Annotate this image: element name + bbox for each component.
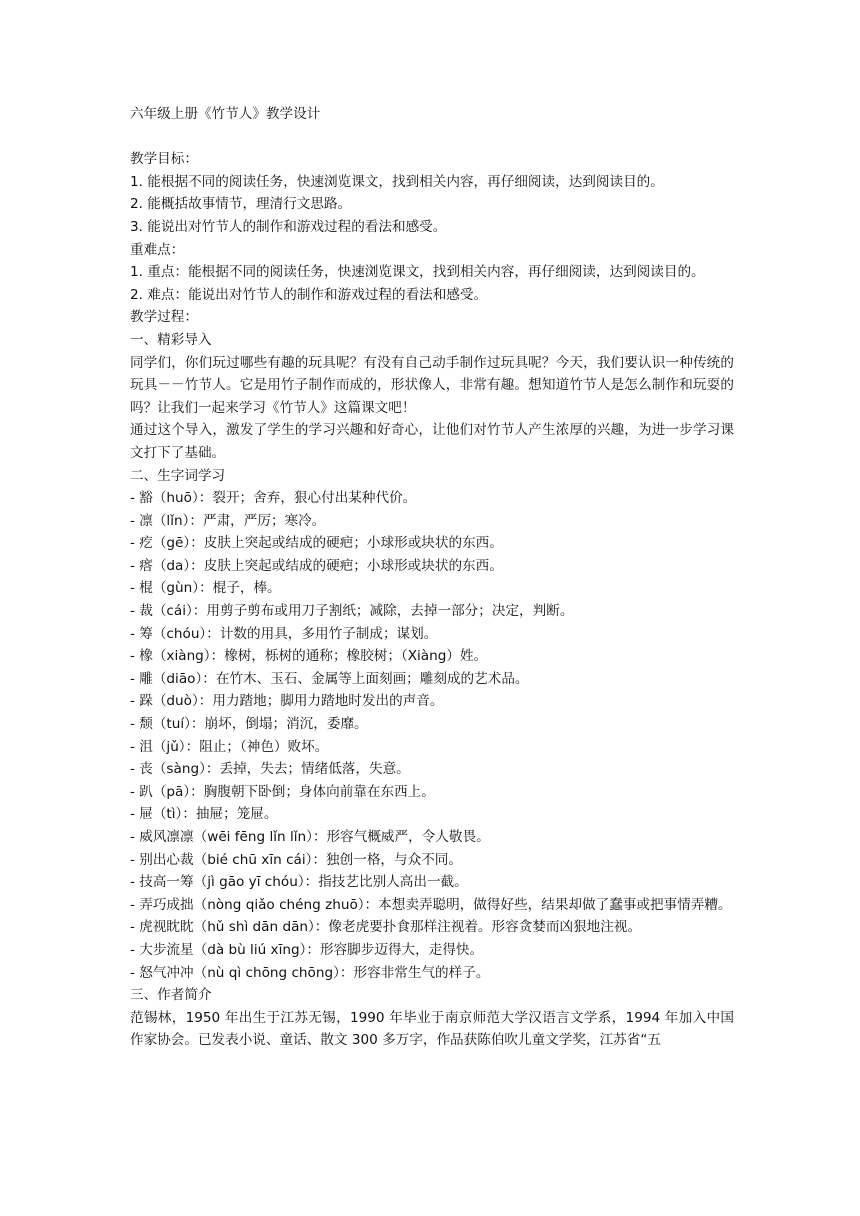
process-heading: 教学过程： (130, 309, 198, 326)
vocab-item: - 凛（lǐn）：严肃，严厉；寒冷。 (130, 512, 326, 529)
vocab-item: - 技高一筹（jì gāo yī chóu）：指技艺比别人高出一截。 (130, 874, 468, 891)
vocab-item: - 别出心裁（bié chū xīn cái）：独创一格，与众不同。 (130, 851, 462, 868)
vocab-item: - 筹（chóu）：计数的用具，多用竹子制成；谋划。 (130, 625, 438, 642)
key-point-item-2: 2. 难点：能说出对竹节人的制作和游戏过程的看法和感受。 (130, 286, 488, 303)
key-point-item-1: 1. 重点：能根据不同的阅读任务，快速浏览课文，找到相关内容，再仔细阅读，达到阅读目的。 (130, 264, 705, 281)
vocab-item: - 威风凛凛（wēi fēng lǐn lǐn）：形容气概威严，令人敬畏。 (130, 829, 490, 845)
vocab-list (130, 487, 734, 984)
objective-item-3: 3. 能说出对竹节人的制作和游戏过程的看法和感受。 (130, 218, 447, 235)
vocab-item: - 大步流星（dà bù liú xīng）：形容脚步迈得大，走得快。 (130, 941, 484, 958)
vocab-item: - 橡（xiàng）：橡树，栎树的通称；橡胶树；（Xiàng）姓。 (130, 648, 488, 665)
vocab-item: - 疙（gē）：皮肤上突起或结成的硬疤；小球形或块状的东西。 (130, 535, 503, 552)
objectives-heading: 教学目标： (130, 151, 198, 168)
author-paragraph: 范锡林，1950 年出生于江苏无锡，1990 年毕业于南京师范大学汉语言文学系，1994 年加入中国作家协会。已发表小说、童话、散文 300 多万字，作品获陈伯吹儿童文学奖，江苏省“五 (130, 1009, 734, 1049)
vocab-item: - 颓（tuí）：崩坏，倒塌；消沉，委靡。 (130, 716, 368, 733)
vocab-item: - 沮（jǔ）：阻止；（神色）败坏。 (130, 738, 329, 755)
vocab-heading: 二、生字词学习 (130, 467, 226, 484)
vocab-item: - 弄巧成拙（nòng qiǎo chéng zhuō）：本想卖弄聪明，做得好些，结果却做了蠢事或把事情弄糟。 (130, 896, 732, 913)
key-points-heading: 重难点： (130, 241, 185, 258)
vocab-item: - 瘩（da）：皮肤上突起或结成的硬疤；小球形或块状的东西。 (130, 557, 503, 574)
vocab-item: - 裁（cái）：用剪子剪布或用刀子割纸；减除，去掉一部分；决定，判断。 (130, 603, 574, 620)
document-title: 六年级上册《竹节人》教学设计 (130, 106, 321, 122)
vocab-item: - 雕（diāo）：在竹木、玉石、金属等上面刻画；雕刻成的艺术品。 (130, 670, 529, 687)
vocab-item: - 怒气冲冲（nù qì chōng chōng）：形容非常生气的样子。 (130, 964, 490, 981)
author-heading: 三、作者简介 (130, 987, 212, 1004)
blank-line (130, 126, 734, 149)
vocab-item: - 虎视眈眈（hǔ shì dān dān）：像老虎要扑食那样注视着。形容贪婪而凶狠地注视。 (130, 919, 642, 936)
vocab-item: - 棍（gùn）：棍子，棒。 (130, 580, 281, 597)
intro-paragraph-1: 同学们，你们玩过哪些有趣的玩具呢？有没有自己动手制作过玩具呢？今天，我们要认识一种传统的玩具－－竹节人。它是用竹子制作而成的，形状像人，非常有趣。想知道竹节人是怎么制作和玩耍的吗？让我们一起来学习《竹节人》这篇课文吧！ (130, 354, 734, 416)
vocab-item: - 豁（huō）：裂开；舍弃，狠心付出某种代价。 (130, 490, 417, 507)
intro-paragraph-2: 通过这个导入，激发了学生的学习兴趣和好奇心，让他们对竹节人产生浓厚的兴趣，为进一步学习课文打下了基础。 (130, 422, 734, 461)
objective-item-2: 2. 能概括故事情节，理清行文思路。 (130, 196, 352, 213)
vocab-item: - 跺（duò）：用力踏地；脚用力踏地时发出的声音。 (130, 693, 444, 710)
vocab-item: - 丧（sàng）：丢掉，失去；情绪低落，失意。 (130, 761, 410, 778)
vocab-item: - 屉（tì）：抽屉；笼屉。 (130, 806, 278, 823)
document-page (130, 103, 734, 1052)
objective-item-1: 1. 能根据不同的阅读任务，快速浏览课文，找到相关内容，再仔细阅读，达到阅读目的。 (130, 173, 664, 190)
intro-heading: 一、精彩导入 (130, 331, 212, 348)
vocab-item: - 趴（pā）：胸腹朝下卧倒；身体向前靠在东西上。 (130, 783, 435, 800)
